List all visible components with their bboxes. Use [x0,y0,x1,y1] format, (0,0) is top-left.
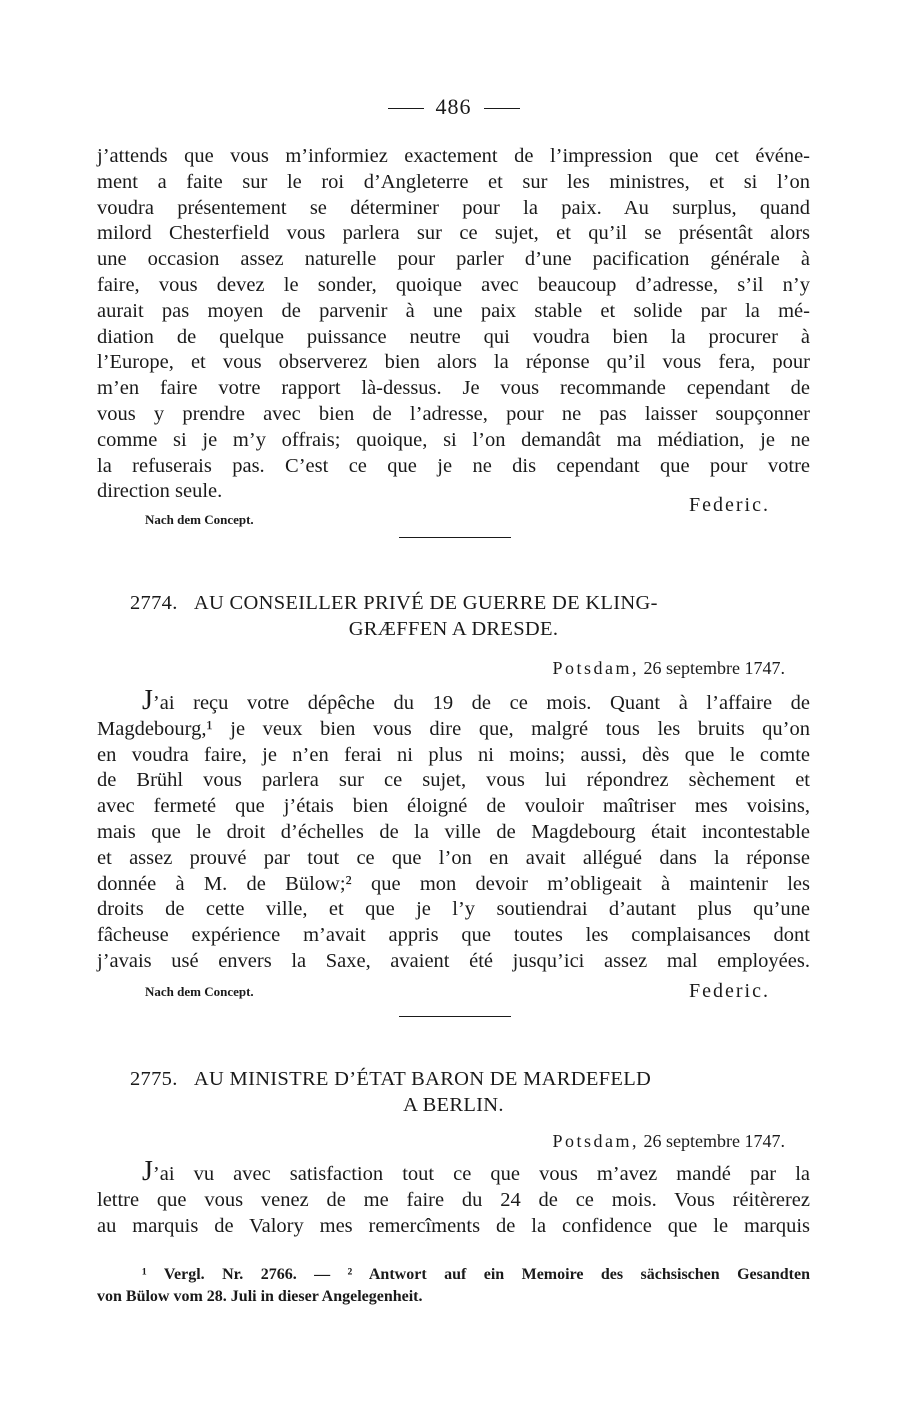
section-divider [399,537,511,538]
text-line: Magdebourg,¹ je veux bien vous dire que, malgré tous les bruits qu’on [97,717,810,740]
text-line: ment a faite sur le roi d’Angleterre et sur les ministres, et si l’on [97,170,810,193]
text-line: l’Europe, et vous observerez bien alors la réponse qu’il vous fera, pour [97,351,810,374]
letter-title-line2: GRÆFFEN A DRESDE. [348,618,559,640]
text-line: au marquis de Valory mes remercîments de la confidence que le marquis [97,1214,810,1237]
text-line: lettre que vous venez de me faire du 24 de ce mois. Vous réitèrerez [97,1188,810,1211]
text-line: une occasion assez naturelle pour parler d’une pacification générale à [97,248,810,271]
opening-paragraph [97,144,810,505]
place-date-2775 [553,1131,785,1152]
text-line: diation de quelque puissance neutre qui voudra bien la procurer à [97,325,810,348]
letter-body-2774 [97,685,810,975]
letter-title-line1: AU MINISTRE D’ÉTAT BARON DE MARDEFELD [193,1068,652,1090]
letter-number: 2774. [130,592,178,614]
footnote-line: ¹ Vergl. Nr. 2766. — ² Antwort auf ein Memoire des sächsischen Gesandten [142,1266,810,1283]
text-line: J’ai reçu votre dépêche du 19 de ce mois. Quant à l’affaire de [142,685,810,716]
letter-title-line2: A BERLIN. [403,1094,504,1116]
text-line: j’avais usé envers la Saxe, avaient été jusqu’ici assez mal employées. [97,949,810,972]
date: 26 septembre 1747. [643,658,785,678]
signature: Federic. [689,980,770,1002]
footnotes [97,1264,810,1308]
drop-cap: J [142,1156,153,1187]
letter-body-2775 [97,1156,810,1239]
page-number: 486 [435,94,472,119]
text-line: vous y prendre avec bien de l’adresse, pour ne pas laisser soupçonner [97,402,810,425]
letter-title-2774 [130,592,658,615]
page-header [97,94,810,120]
text-line: j’attends que vous m’informiez exactement de l’impression que cet événe- [97,145,810,167]
place: Potsdam, [552,1131,640,1151]
text-line: de Brühl vous parlera sur ce sujet, vous lui répondrez sèchement et [97,769,810,792]
source-note: Nach dem Concept. [145,984,254,999]
text-line: donnée à M. de Bülow;² que mon devoir m’obligeait à maintenir les [97,872,810,895]
header-dash-left [388,108,424,109]
text-line: comme si je m’y offrais; quoique, si l’on demandât ma médiation, je ne [97,428,810,451]
footnote-line: von Bülow vom 28. Juli in dieser Angelegenheit. [97,1288,423,1305]
letter-number: 2775. [130,1068,178,1090]
text-line: milord Chesterfield vous parlera sur ce sujet, et qu’il se présentât alors [97,222,810,245]
text-line: en voudra faire, je n’en ferai ni plus ni moins; aussi, dès que le comte [97,743,810,766]
place-date-2774 [553,658,785,679]
text-line: la refuserais pas. C’est ce que je ne dis cependant que pour votre [97,454,810,477]
letter-title-line1: AU CONSEILLER PRIVÉ DE GUERRE DE KLING- [193,592,658,614]
drop-cap: J [142,685,153,716]
text-line: droits de cette ville, et que je l’y soutiendrai d’autant plus qu’une [97,898,810,921]
text-line: aurait pas moyen de parvenir à une paix stable et solide par la mé- [97,299,810,322]
section-divider [399,1016,511,1017]
source-note: Nach dem Concept. [145,512,254,527]
place: Potsdam, [552,658,640,678]
text-line: m’en faire votre rapport là-dessus. Je vous recommande cependant de [97,377,810,400]
text-line: et assez prouvé par tout ce que l’on en avait allégué dans la réponse [97,846,810,869]
text-line: voudra présentement se déterminer pour la paix. Au surplus, quand [97,196,810,219]
text-line: fâcheuse expérience m’avait appris que toutes les complaisances dont [97,924,810,947]
signature: Federic. [689,494,770,516]
text-line: mais que le droit d’échelles de la ville de Magdebourg était incontestable [97,820,810,843]
letter-title-2775 [130,1068,651,1091]
text-line: faire, vous devez le sonder, quoique avec beaucoup d’adresse, s’il n’y [97,273,810,296]
text-line: direction seule. [97,480,223,503]
text-line: J’ai vu avec satisfaction tout ce que vous m’avez mandé par la [142,1156,810,1187]
text-line: avec fermeté que j’étais bien éloigné de vouloir maîtriser mes voisins, [97,795,810,818]
header-dash-right [484,108,520,109]
date: 26 septembre 1747. [643,1131,785,1151]
